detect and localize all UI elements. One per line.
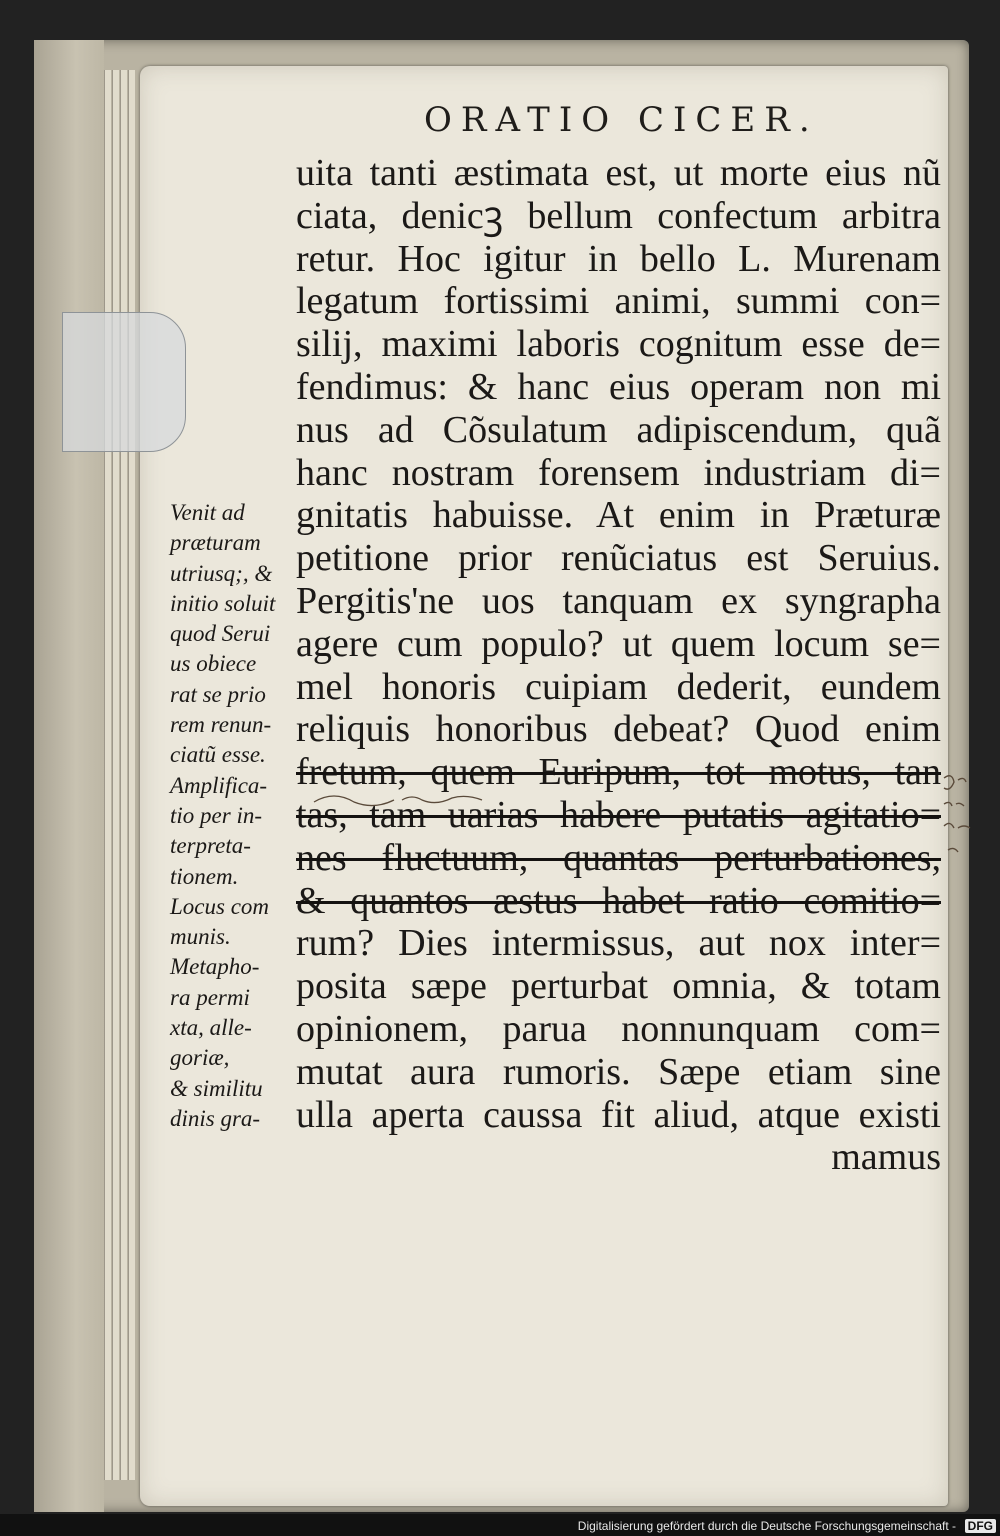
marginal-note-line: ciatũ esse. xyxy=(170,742,266,768)
marginal-note-line: quod Serui xyxy=(170,621,271,647)
running-head: ORATIO CICER. xyxy=(424,100,819,140)
footer-bar xyxy=(0,1514,1000,1536)
marginal-notes xyxy=(170,498,290,1134)
text-line: fendimus: & hanc eius operam non mi xyxy=(296,365,941,408)
struck-text-line: nes fluctuum, quantas perturbationes, xyxy=(296,836,941,879)
marginal-note-line: tionem. xyxy=(170,863,239,889)
page-edge xyxy=(112,70,119,1480)
text-line: silij, maximi laboris cognitum esse de= xyxy=(296,323,941,366)
marginal-note-line: tio per in- xyxy=(170,802,262,828)
page-edge xyxy=(120,70,127,1480)
book-binding xyxy=(34,40,104,1512)
plastic-page-clip xyxy=(62,312,186,452)
handwritten-annotation xyxy=(940,770,982,860)
marginal-note-line: præturam xyxy=(170,530,261,556)
text-line: petitione prior renũciatus est Seruius. xyxy=(296,537,941,580)
text-line: rum? Dies intermissus, aut nox inter= xyxy=(296,922,941,965)
marginal-note-line: initio soluit xyxy=(170,590,276,616)
text-line: Pergitis'ne uos tanquam ex syngrapha xyxy=(296,579,941,622)
dfg-logo: DFG xyxy=(965,1519,996,1533)
marginal-note-line: rat se prio xyxy=(170,681,266,707)
marginal-note-line: dinis gra- xyxy=(170,1105,261,1131)
marginal-note-line: Metapho- xyxy=(170,954,260,980)
marginal-note-line: goriæ, xyxy=(170,1045,230,1071)
marginal-note-line: terpreta- xyxy=(170,833,251,859)
text-line: ulla aperta caussa fit aliud, atque existi xyxy=(296,1093,941,1136)
handwritten-interlinear-note xyxy=(312,790,502,812)
marginal-note-line: xta, alle- xyxy=(170,1015,252,1041)
marginal-note-line: & similitu xyxy=(170,1075,263,1101)
marginal-note-line: utriusq;, & xyxy=(170,560,273,586)
marginal-note-line: us obiece xyxy=(170,651,257,677)
text-line: gnitatis habuisse. At enim in Præturæ xyxy=(296,494,941,537)
catchword: mamus xyxy=(831,1136,941,1179)
marginal-note-line: Locus com xyxy=(170,893,270,919)
text-line: ciata, denicꝫ bellum confectum arbitra xyxy=(296,194,941,237)
marginal-note-line: munis. xyxy=(170,924,231,950)
text-line: hanc nostram forensem industriam di= xyxy=(296,451,941,494)
text-line: mel honoris cuipiam dederit, eundem xyxy=(296,665,941,708)
marginal-note-line: Amplifica- xyxy=(170,772,268,798)
text-line: mutat aura rumoris. Sæpe etiam sine xyxy=(296,1050,941,1093)
marginal-note-line: rem renun- xyxy=(170,712,272,738)
text-line: nus ad Cõsulatum adipiscendum, quã xyxy=(296,408,941,451)
text-line: agere cum populo? ut quem locum se= xyxy=(296,622,941,665)
text-line: legatum fortissimi animi, summi con= xyxy=(296,280,941,323)
body-text xyxy=(296,152,941,1179)
text-line: uita tanti æstimata est, ut morte eius nũ xyxy=(296,152,941,194)
marginal-note-line: Venit ad xyxy=(170,500,245,525)
page-edge xyxy=(104,70,111,1480)
struck-text-line: fretum, quem Euripum, tot motus, tan xyxy=(296,751,941,794)
text-line: reliquis honoribus debeat? Quod enim xyxy=(296,708,941,751)
page-edge xyxy=(128,70,135,1480)
text-line: retur. Hoc igitur in bello L. Murenam xyxy=(296,237,941,280)
struck-text-line: & quantos æstus habet ratio comitio= xyxy=(296,879,941,922)
struck-text-line: tas, tam uarias habere putatis agitatio= xyxy=(296,793,941,836)
footer-credit: Digitalisierung gefördert durch die Deutsche Forschungsgemeinschaft - xyxy=(577,1519,956,1533)
text-line: opinionem, parua nonnunquam com= xyxy=(296,1007,941,1050)
text-line: posita sæpe perturbat omnia, & totam xyxy=(296,965,941,1008)
marginal-note-line: ra permi xyxy=(170,984,250,1010)
